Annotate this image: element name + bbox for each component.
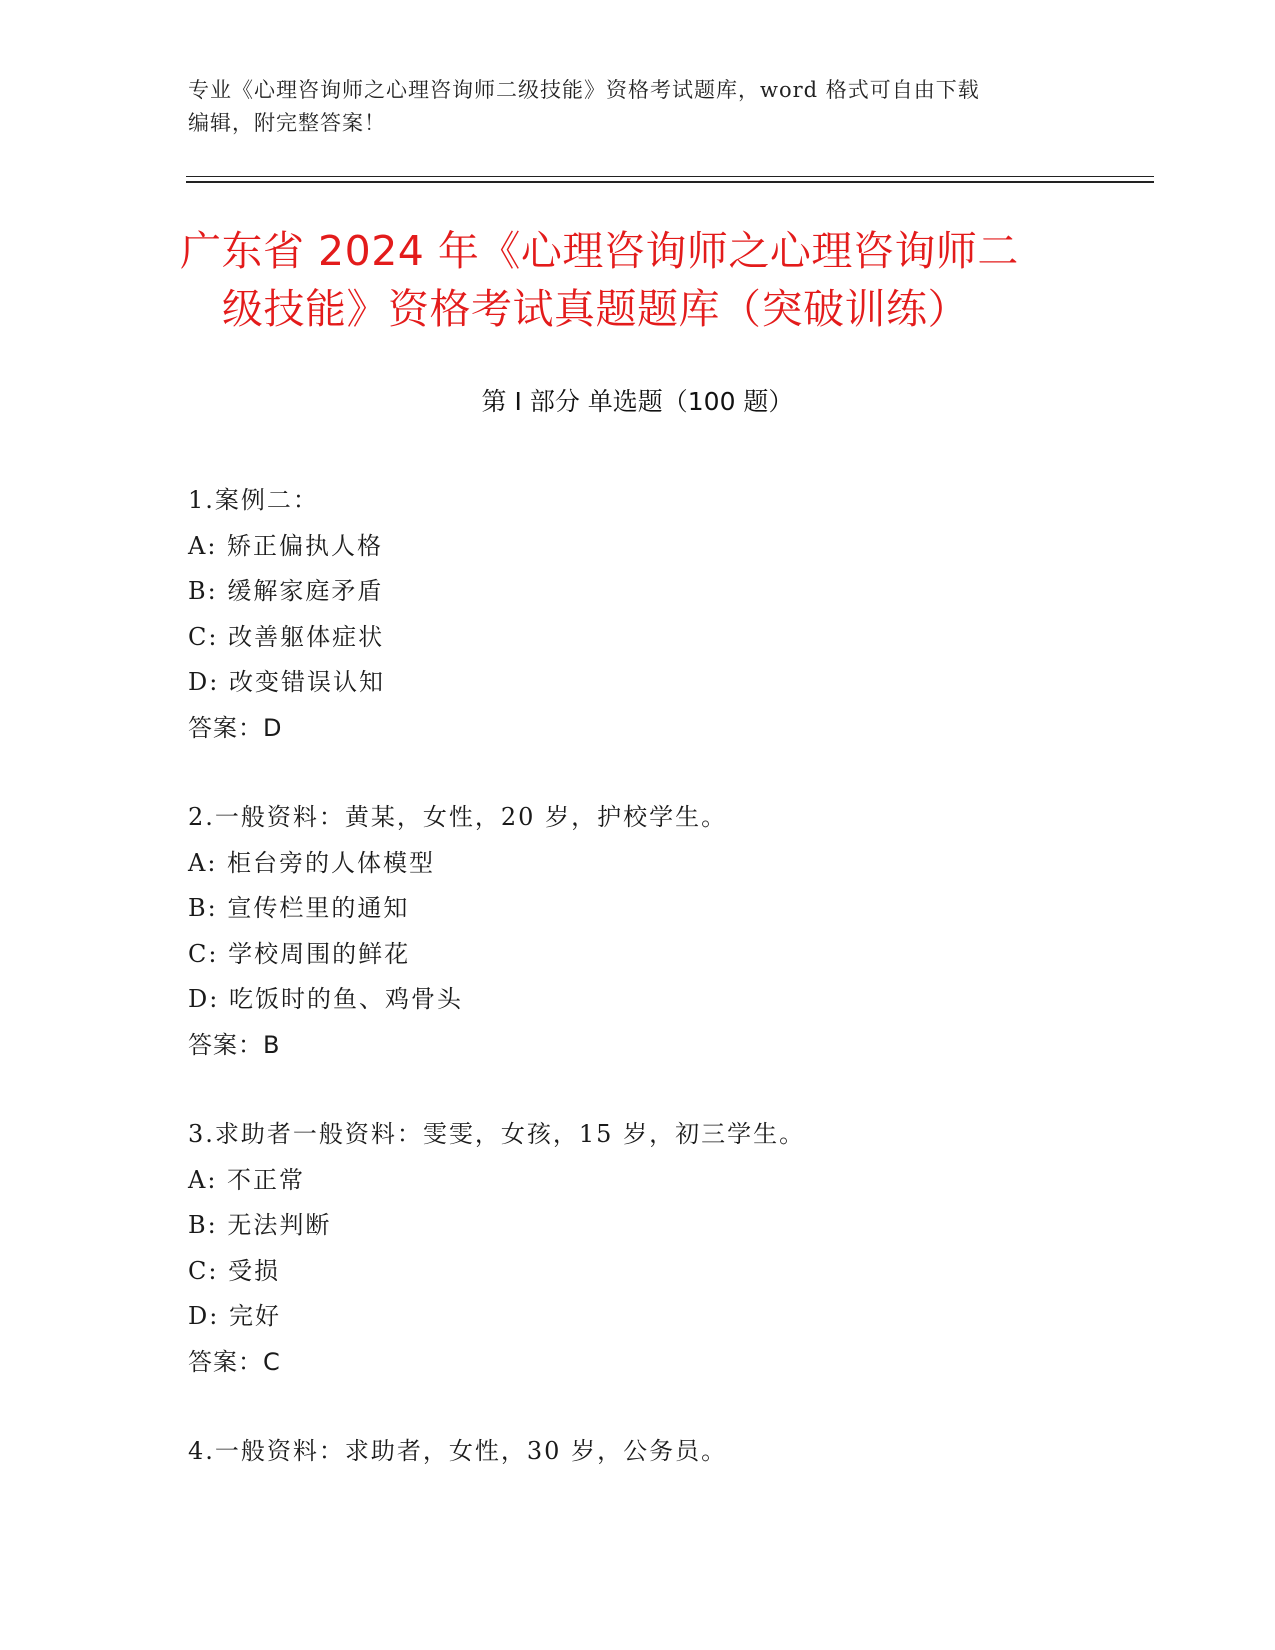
header-note-line-2: 编辑，附完整答案！ (188, 111, 386, 135)
document-title-line-2: 级技能》资格考试真题题库（突破训练） (222, 285, 969, 333)
question-item (188, 1112, 1128, 1385)
answer-line: 答案：B (188, 1030, 281, 1059)
document-title (180, 222, 1110, 338)
question-list (188, 478, 1128, 1519)
question-stem: 3.求助者一般资料：雯雯，女孩，15 岁，初三学生。 (188, 1120, 806, 1148)
option-b: B: 缓解家庭矛盾 (188, 577, 384, 605)
question-stem: 4.一般资料：求助者，女性，30 岁，公务员。 (188, 1437, 728, 1465)
header-note-line-1: 专业《心理咨询师之心理咨询师二级技能》资格考试题库，word 格式可自由下载 (188, 78, 980, 102)
question-stem: 1.案例二： (188, 486, 319, 514)
header-note (188, 74, 1068, 140)
answer-line: 答案：C (188, 1347, 281, 1376)
section-title: 第 I 部分 单选题（100 题） (481, 387, 794, 416)
question-stem: 2.一般资料：黄某，女性，20 岁，护校学生。 (188, 803, 728, 831)
answer-line: 答案：D (188, 713, 283, 742)
option-c: C: 学校周围的鲜花 (188, 939, 411, 968)
option-b: B: 无法判断 (188, 1211, 332, 1239)
question-item (188, 478, 1128, 751)
option-b: B: 宣传栏里的通知 (188, 894, 410, 922)
option-a: A: 不正常 (188, 1165, 306, 1194)
question-item (188, 795, 1128, 1068)
document-title-line-1: 广东省 2024 年《心理咨询师之心理咨询师二 (180, 227, 1019, 275)
option-d: D: 改变错误认知 (188, 668, 385, 696)
question-item (188, 1429, 1128, 1475)
option-a: A: 柜台旁的人体模型 (188, 848, 436, 877)
option-d: D: 完好 (188, 1302, 281, 1330)
option-d: D: 吃饭时的鱼、鸡骨头 (188, 985, 463, 1013)
header-rule-thin (186, 176, 1154, 177)
header-rule-thick (186, 181, 1154, 183)
option-c: C: 改善躯体症状 (188, 622, 385, 651)
option-c: C: 受损 (188, 1256, 281, 1285)
option-a: A: 矫正偏执人格 (188, 531, 384, 560)
